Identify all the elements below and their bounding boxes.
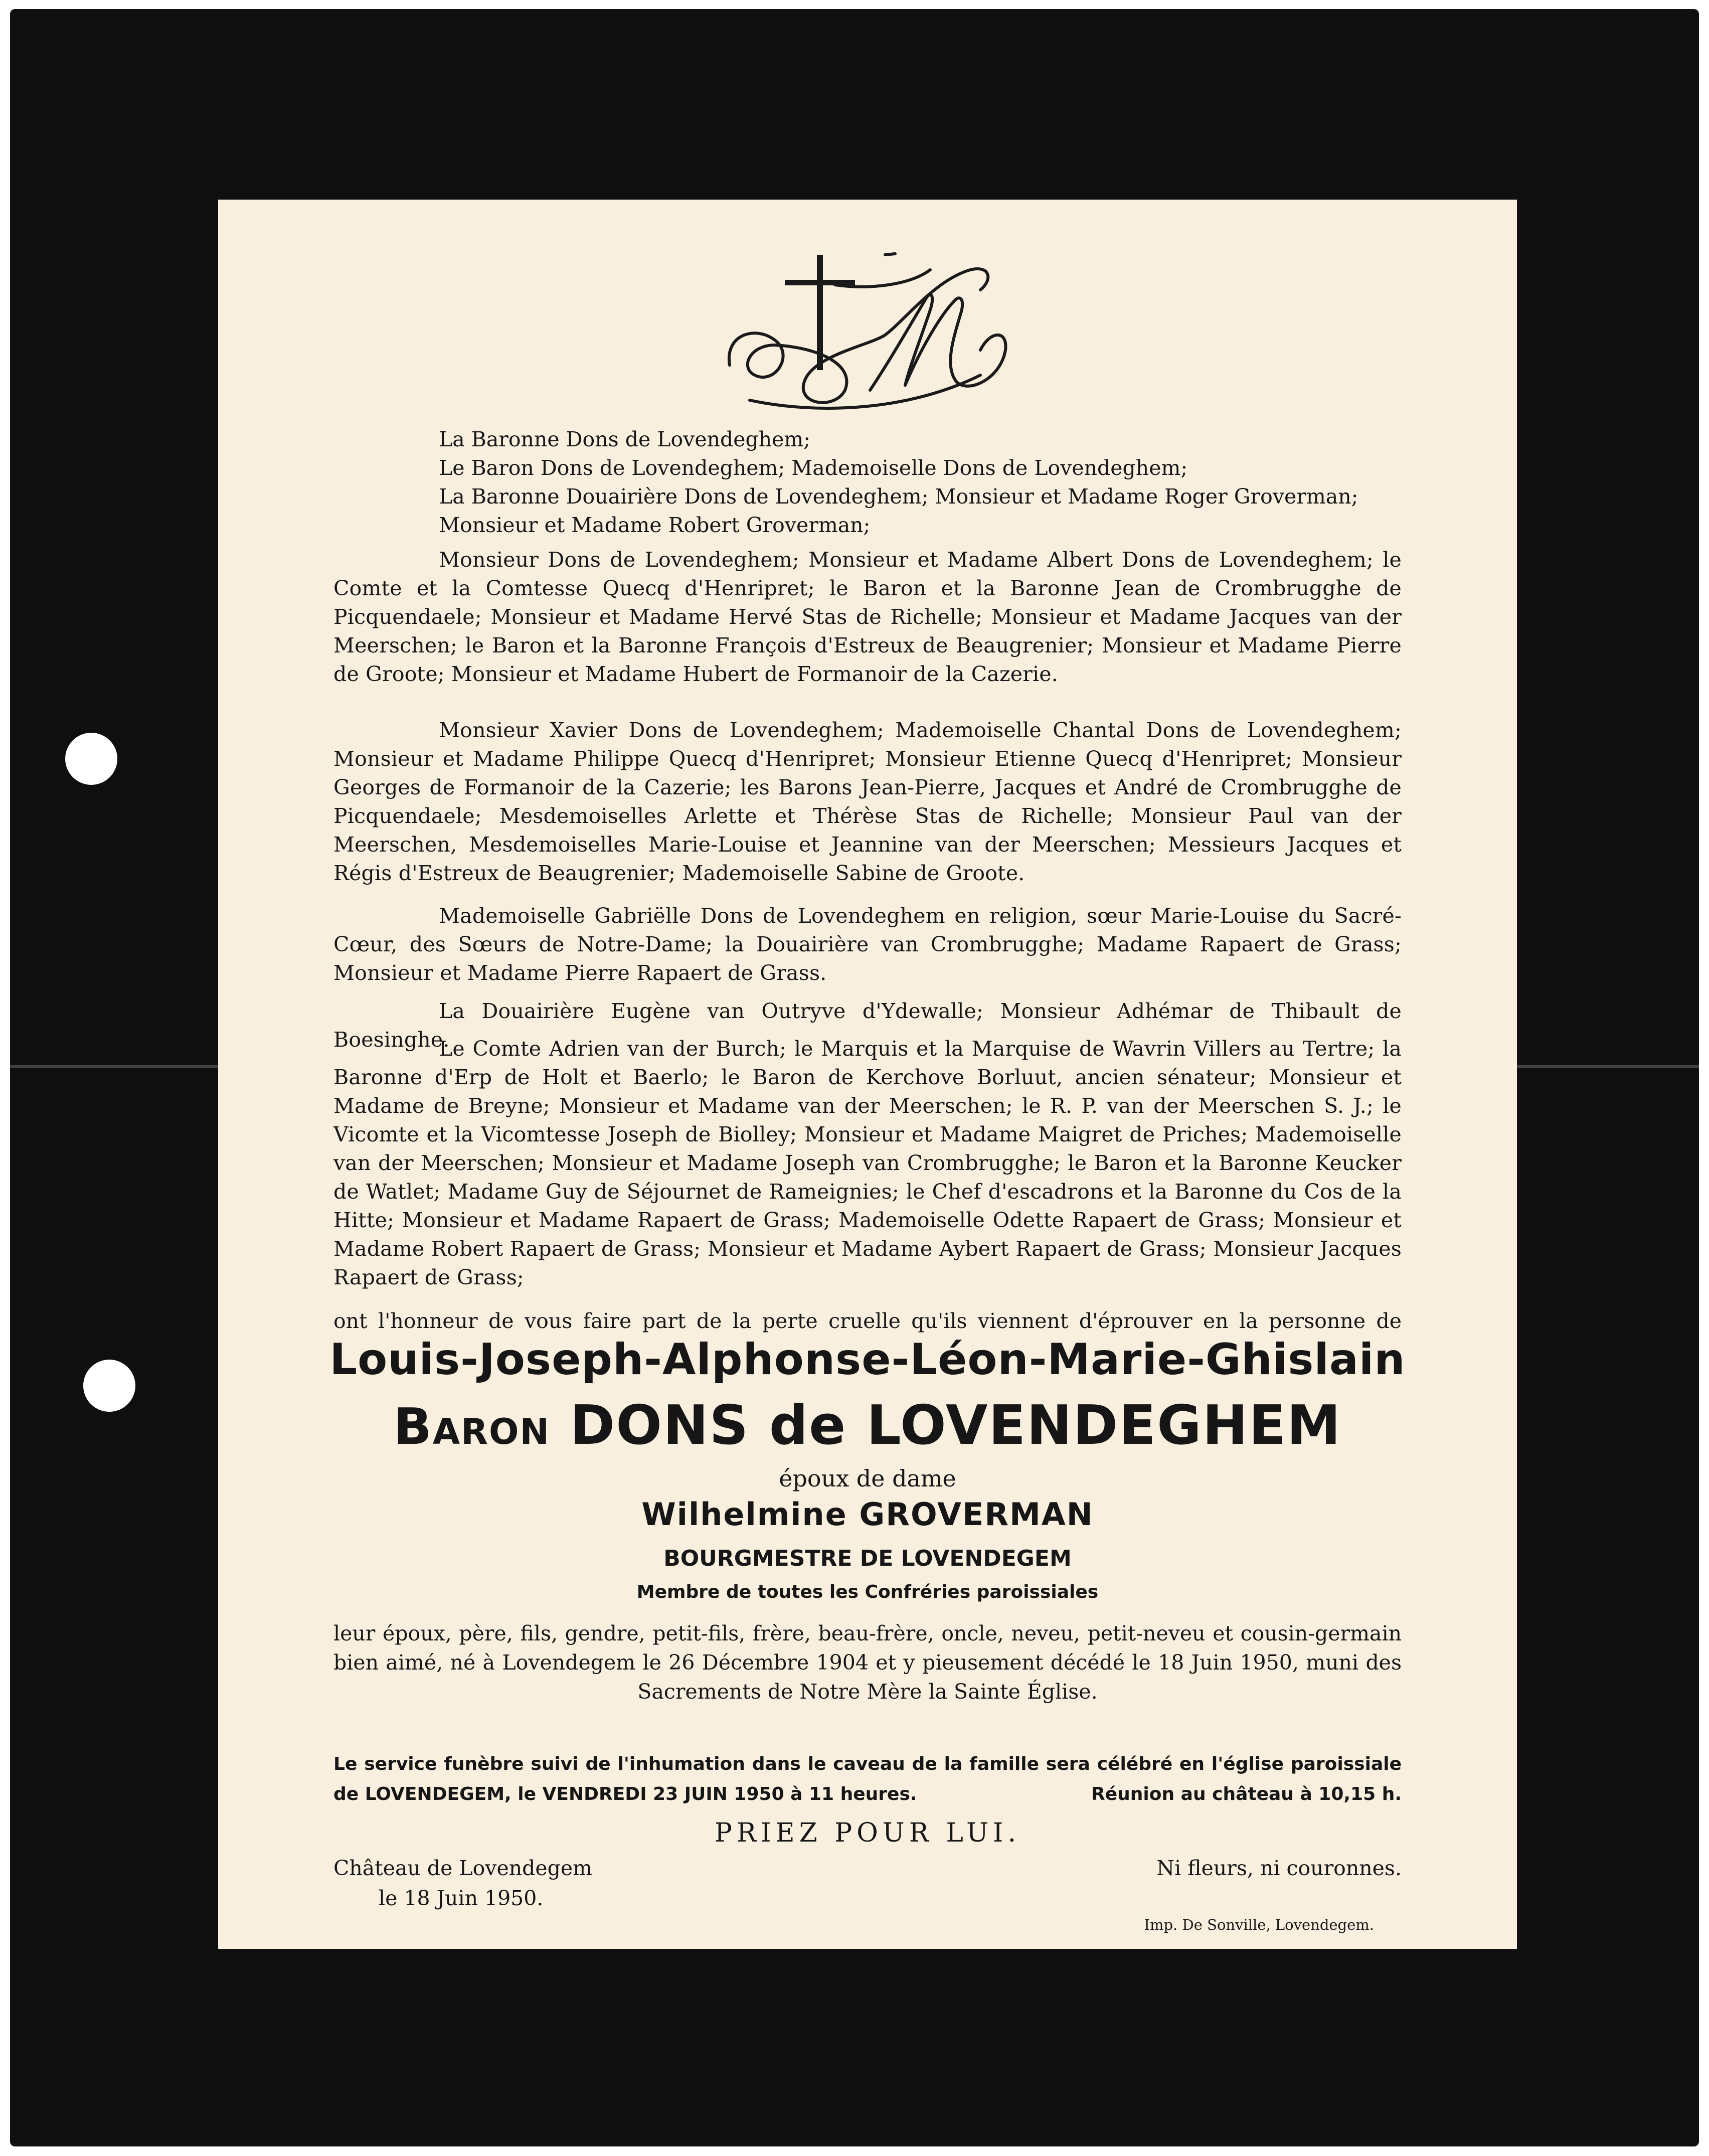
printer-imprint: Imp. De Sonville, Lovendegem. [1144,1916,1374,1933]
gathering-time: Réunion au château à 10,15 h. [1091,1784,1402,1804]
relations-paragraph: leur époux, père, fils, gendre, petit-fils, frère, beau-frère, oncle, neveu, petit-neveu et cousin-germain bien aimé, né à Lovendegem le 26 Décembre 1904 et y pieusement décédé le 18 Juin 1950, muni des Sacrements de Notre Mère la Sainte Église. [333,1621,1402,1704]
family-line: La Baronne Douairière Dons de Lovendeghem; Monsieur et Madame Roger Groverman; [439,484,1358,509]
announcement-sentence: ont l'honneur de vous faire part de la perte cruelle qu'ils viennent d'éprouver en la personne de [333,1309,1402,1333]
punch-hole [65,733,117,785]
family-paragraph: Le Comte Adrien van der Burch; le Marquis et la Marquise de Wavrin Villers au Tertre; la Baronne d'Erp de Holt et Baerlo; le Baron de Kerchove Borluut, ancien sénateur; Monsieur et Madame de Breyne; Monsieur et Madame van der Meerschen; le R. P. van der Meerschen S. J.; le Vicomte et la Vicomtesse Joseph de Biolley; Monsieur et Madame Maigret de Priches; Mademoiselle van der Meerschen; Monsieur et Madame Joseph van Crombrugghe; le Baron et la Baronne Keucker de Watlet; Madame Guy de Séjournet de Rameignies; le Chef d'escadrons et la Baronne du Cos de la Hitte; Monsieur et Madame Rapaert de Grass; Mademoiselle Odette Rapaert de Grass; Monsieur et Madame Robert Rapaert de Grass; Monsieur et Madame Aybert Rapaert de Grass; Monsieur Jacques Rapaert de Grass; [333,1037,1402,1289]
deceased-given-names: Louis-Joseph-Alphonse-Léon-Marie-Ghislain [329,1335,1406,1385]
punch-hole [83,1360,135,1412]
membership-note: Membre de toutes les Confréries paroissiales [636,1582,1099,1602]
cross-monogram [720,250,1020,430]
place: Château de Lovendegem [333,1856,593,1880]
deceased-title [218,1393,1517,1459]
m-letter-flourish [729,254,1006,408]
family-paragraph: La Douairière Eugène van Outryve d'Ydewalle; Monsieur Adhémar de Thibault de Boesinghe. [333,999,1402,1052]
family-line: Monsieur et Madame Robert Groverman; [439,513,871,537]
family-paragraph: Monsieur Xavier Dons de Lovendeghem; Mademoiselle Chantal Dons de Lovendeghem; Monsieur et Madame Philippe Quecq d'Henripret; Monsieur Etienne Quecq d'Henripret; Monsieur Georges de Formanoir de la Cazerie; les Barons Jean-Pierre, Jacques et André de Crombrugghe de Picquendaele; Mesdemoiselles Arlette et Thérèse Stas de Richelle; Monsieur Paul van der Meerschen, Mesdemoiselles Marie-Louise et Jeannine van der Meerschen; Messieurs Jacques et Régis d'Estreux de Beaugrenier; Mademoiselle Sabine de Groote. [333,718,1402,885]
family-line: La Baronne Dons de Lovendeghem; [439,427,811,451]
service-date-line [333,1779,1402,1809]
mourning-card-black-border [10,9,1699,2146]
office-title: BOURGMESTRE DE LOVENDEGEM [663,1546,1072,1571]
spouse-intro: époux de dame [779,1465,956,1492]
spouse-name: Wilhelmine GROVERMAN [641,1496,1094,1533]
prayer-line: PRIEZ POUR LUI. [714,1818,1020,1848]
service-details: Le service funèbre suivi de l'inhumation dans le caveau de la famille sera célébré en l'église paroissiale [333,1754,1402,1774]
date: le 18 Juin 1950. [379,1886,544,1910]
announcement-paper [218,200,1517,1949]
title-word: Baron [393,1397,551,1456]
service-date: de LOVENDEGEM, le VENDREDI 23 JUIN 1950 à 11 heures. [333,1784,917,1804]
family-paragraph: Mademoiselle Gabriëlle Dons de Lovendeghem en religion, sœur Marie-Louise du Sacré-Cœur, des Sœurs de Notre-Dame; la Douairière van Crombrugghe; Madame Rapaert de Grass; Monsieur et Madame Pierre Rapaert de Grass. [333,904,1402,985]
family-line: Le Baron Dons de Lovendeghem; Mademoiselle Dons de Lovendeghem; [439,456,1188,480]
family-name: DONS de LOVENDEGHEM [570,1394,1342,1457]
no-flowers-note: Ni fleurs, ni couronnes. [1156,1856,1402,1880]
family-paragraph: Monsieur Dons de Lovendeghem; Monsieur et Madame Albert Dons de Lovendeghem; le Comte et la Comtesse Quecq d'Henripret; le Baron et la Baronne Jean de Crombrugghe de Picquendaele; Monsieur et Madame Hervé Stas de Richelle; Monsieur et Madame Jacques van der Meerschen; le Baron et la Baronne François d'Estreux de Beaugrenier; Monsieur et Madame Pierre de Groote; Monsieur et Madame Hubert de Formanoir de la Cazerie. [333,548,1402,686]
